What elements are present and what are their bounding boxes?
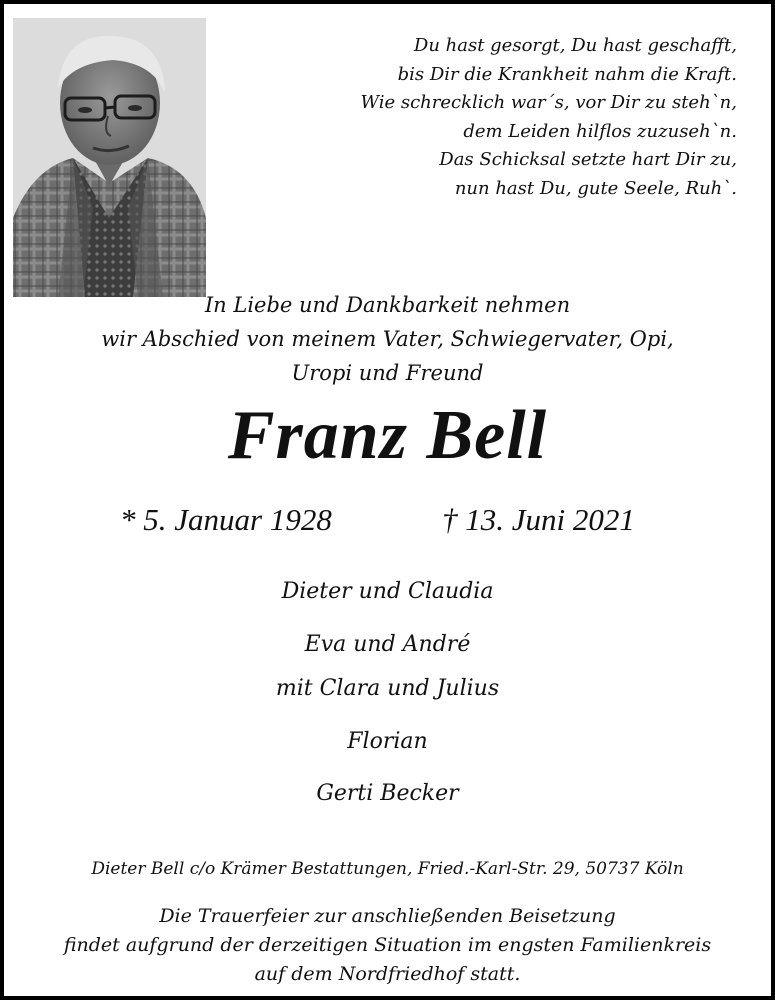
poem [297,32,737,204]
intro-line: wir Abschied von meinem Vater, Schwiegervater, Opi, [101,327,674,351]
birth-date: * 5. Januar 1928 [120,502,332,537]
contact-address: Dieter Bell c/o Krämer Bestattungen, Fried.-Karl-Str. 29, 50737 Köln [91,859,684,879]
intro-line: In Liebe und Dankbarkeit nehmen [204,293,571,317]
intro-line: Uropi und Freund [291,361,484,385]
poem-line: bis Dir die Krankheit nahm die Kraft. [397,63,737,85]
notice-line: findet aufgrund der derzeitigen Situation im engsten Familienkreis [63,934,712,956]
poem-line: Das Schicksal setzte hart Dir zu, [439,149,737,171]
mourner-name: Gerti Becker [316,781,459,806]
mourner-name: Dieter und Claudia [281,579,494,604]
mourner-name: Eva und André [304,632,471,657]
deceased-name: Franz Bell [227,397,548,474]
poem-line: dem Leiden hilflos zuzuseh`n. [463,120,737,142]
farewell-intro [4,288,771,390]
death-date: † 13. Juni 2021 [442,502,635,537]
poem-line: nun hast Du, gute Seele, Ruh`. [454,177,737,199]
portrait-photo [13,18,206,297]
funeral-notice [4,902,771,989]
notice-line: Die Trauerfeier zur anschließenden Beisetzung [159,905,616,927]
notice-line: auf dem Nordfriedhof statt. [254,963,521,985]
poem-line: Wie schrecklich war´s, vor Dir zu steh`n, [360,92,737,114]
mourner-name: Florian [347,729,428,754]
poem-line: Du hast gesorgt, Du hast geschafft, [413,35,737,56]
mourner-name: mit Clara und Julius [275,676,500,701]
